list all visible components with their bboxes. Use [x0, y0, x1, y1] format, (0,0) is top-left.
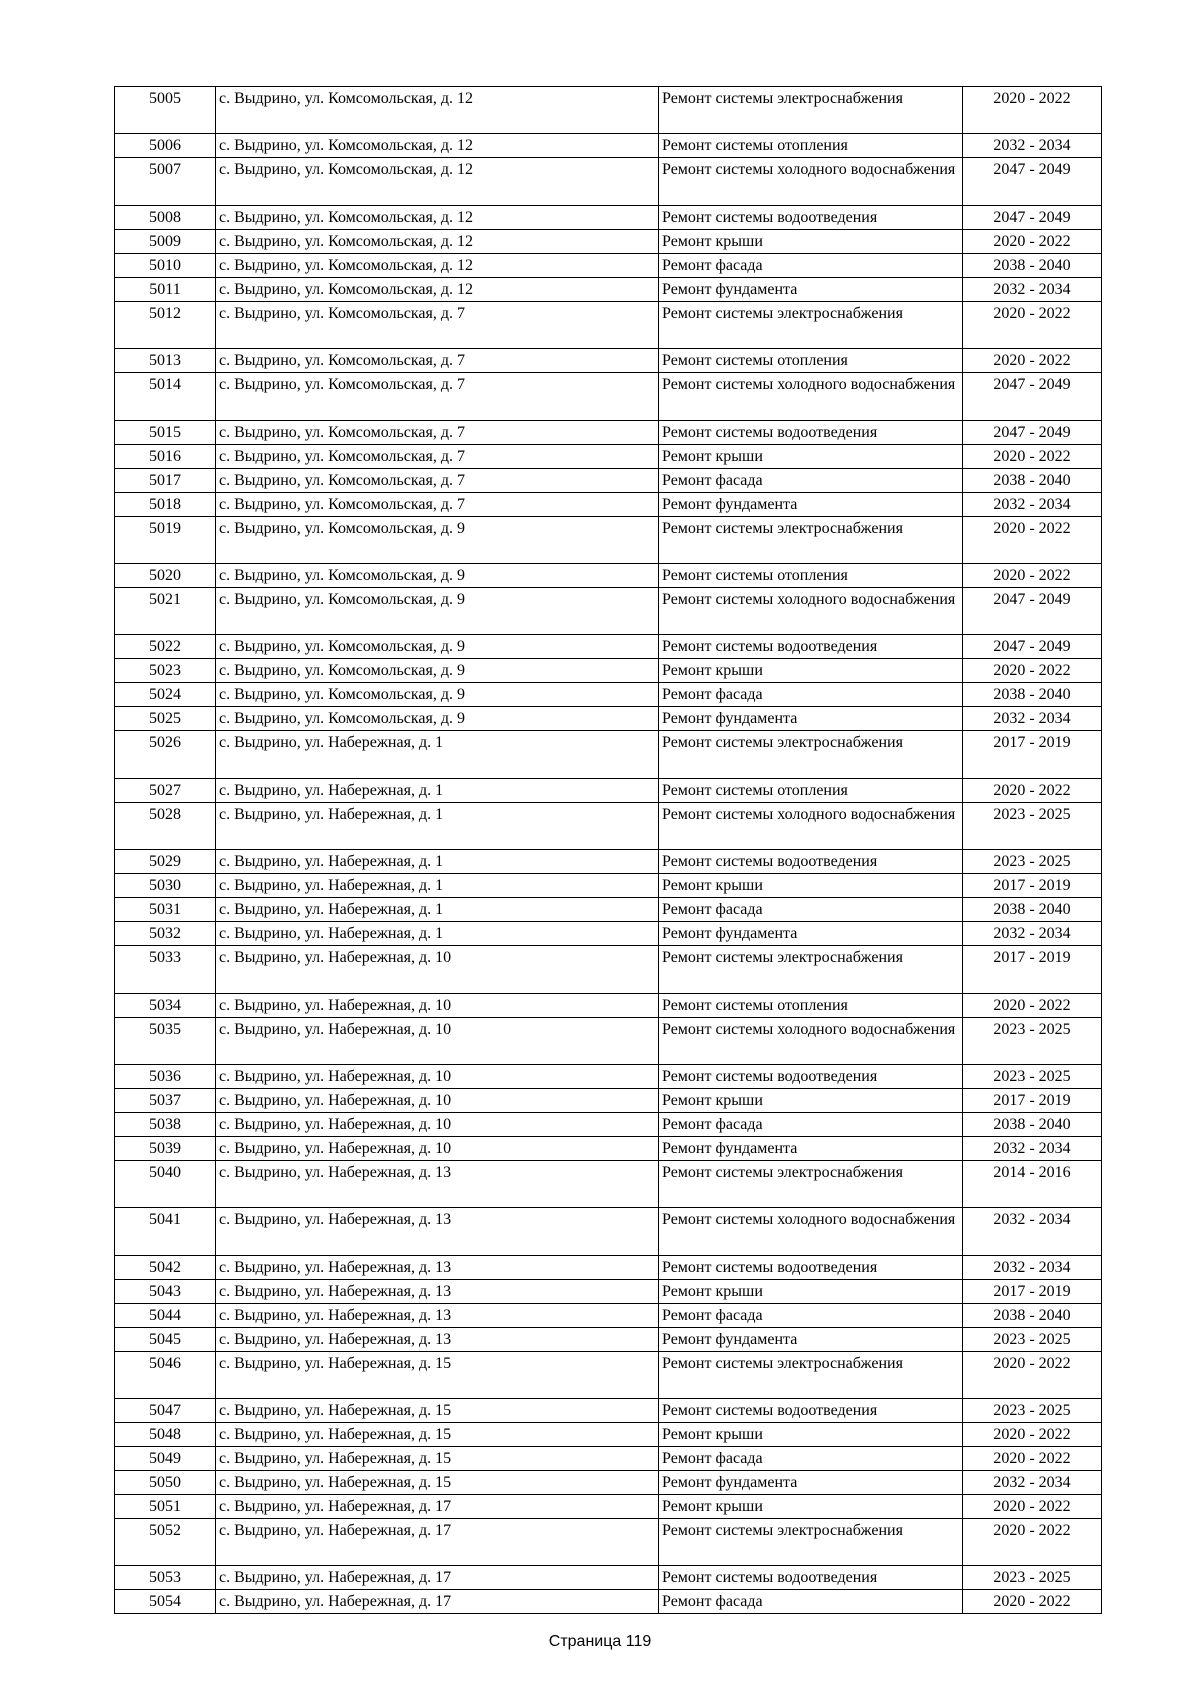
work-type-cell: Ремонт системы электроснабжения [659, 731, 963, 778]
work-type-cell: Ремонт системы отопления [659, 134, 963, 158]
row-number-cell: 5031 [115, 898, 216, 922]
address-cell: с. Выдрино, ул. Комсомольская, д. 12 [216, 205, 659, 229]
work-type-cell: Ремонт системы водоотведения [659, 635, 963, 659]
table-row [115, 1566, 1102, 1590]
row-number-cell: 5028 [115, 802, 216, 849]
period-cell: 2038 - 2040 [963, 1112, 1102, 1136]
work-type-cell: Ремонт системы отопления [659, 778, 963, 802]
row-number-cell: 5024 [115, 683, 216, 707]
table-row [115, 205, 1102, 229]
work-type-cell: Ремонт системы водоотведения [659, 1064, 963, 1088]
table-row [115, 946, 1102, 993]
row-number-cell: 5027 [115, 778, 216, 802]
table-row [115, 420, 1102, 444]
row-number-cell: 5012 [115, 301, 216, 348]
address-cell: с. Выдрино, ул. Комсомольская, д. 7 [216, 420, 659, 444]
table-row [115, 1064, 1102, 1088]
table-row [115, 1471, 1102, 1495]
work-type-cell: Ремонт системы отопления [659, 349, 963, 373]
period-cell: 2023 - 2025 [963, 1017, 1102, 1064]
row-number-cell: 5054 [115, 1590, 216, 1614]
address-cell: с. Выдрино, ул. Набережная, д. 17 [216, 1495, 659, 1519]
row-number-cell: 5052 [115, 1519, 216, 1566]
address-cell: с. Выдрино, ул. Набережная, д. 13 [216, 1303, 659, 1327]
table-row [115, 1136, 1102, 1160]
period-cell: 2020 - 2022 [963, 1590, 1102, 1614]
work-type-cell: Ремонт крыши [659, 659, 963, 683]
table-row [115, 1088, 1102, 1112]
period-cell: 2023 - 2025 [963, 802, 1102, 849]
work-type-cell: Ремонт фасада [659, 1590, 963, 1614]
work-type-cell: Ремонт фасада [659, 468, 963, 492]
table-body [115, 87, 1102, 1614]
address-cell: с. Выдрино, ул. Комсомольская, д. 9 [216, 659, 659, 683]
address-cell: с. Выдрино, ул. Набережная, д. 17 [216, 1590, 659, 1614]
period-cell: 2038 - 2040 [963, 253, 1102, 277]
address-cell: с. Выдрино, ул. Набережная, д. 10 [216, 946, 659, 993]
period-cell: 2020 - 2022 [963, 1519, 1102, 1566]
table-row [115, 444, 1102, 468]
address-cell: с. Выдрино, ул. Набережная, д. 17 [216, 1566, 659, 1590]
table-row [115, 349, 1102, 373]
table-row [115, 1447, 1102, 1471]
table-row [115, 1495, 1102, 1519]
work-type-cell: Ремонт системы водоотведения [659, 850, 963, 874]
table-row [115, 1519, 1102, 1566]
work-type-cell: Ремонт фасада [659, 1447, 963, 1471]
work-type-cell: Ремонт системы водоотведения [659, 1566, 963, 1590]
work-type-cell: Ремонт фасада [659, 1303, 963, 1327]
row-number-cell: 5022 [115, 635, 216, 659]
table-row [115, 1255, 1102, 1279]
table-row [115, 373, 1102, 420]
table-row [115, 301, 1102, 348]
address-cell: с. Выдрино, ул. Набережная, д. 15 [216, 1447, 659, 1471]
work-type-cell: Ремонт крыши [659, 1279, 963, 1303]
period-cell: 2023 - 2025 [963, 850, 1102, 874]
table-row [115, 1303, 1102, 1327]
work-type-cell: Ремонт системы электроснабжения [659, 946, 963, 993]
row-number-cell: 5007 [115, 158, 216, 205]
row-number-cell: 5009 [115, 229, 216, 253]
table-row [115, 778, 1102, 802]
address-cell: с. Выдрино, ул. Набережная, д. 15 [216, 1351, 659, 1398]
period-cell: 2020 - 2022 [963, 444, 1102, 468]
table-row [115, 277, 1102, 301]
repair-schedule-table [114, 86, 1102, 1614]
work-type-cell: Ремонт системы водоотведения [659, 1255, 963, 1279]
address-cell: с. Выдрино, ул. Набережная, д. 10 [216, 1017, 659, 1064]
table-row [115, 1208, 1102, 1255]
row-number-cell: 5023 [115, 659, 216, 683]
row-number-cell: 5049 [115, 1447, 216, 1471]
work-type-cell: Ремонт системы электроснабжения [659, 1351, 963, 1398]
table-row [115, 1351, 1102, 1398]
table-row [115, 1160, 1102, 1207]
row-number-cell: 5016 [115, 444, 216, 468]
period-cell: 2014 - 2016 [963, 1160, 1102, 1207]
work-type-cell: Ремонт системы электроснабжения [659, 1519, 963, 1566]
table-row [115, 993, 1102, 1017]
address-cell: с. Выдрино, ул. Набережная, д. 10 [216, 993, 659, 1017]
table-row [115, 516, 1102, 563]
work-type-cell: Ремонт системы отопления [659, 993, 963, 1017]
period-cell: 2032 - 2034 [963, 277, 1102, 301]
address-cell: с. Выдрино, ул. Комсомольская, д. 12 [216, 158, 659, 205]
table-row [115, 1017, 1102, 1064]
address-cell: с. Выдрино, ул. Комсомольская, д. 7 [216, 349, 659, 373]
row-number-cell: 5011 [115, 277, 216, 301]
period-cell: 2020 - 2022 [963, 1423, 1102, 1447]
period-cell: 2020 - 2022 [963, 659, 1102, 683]
row-number-cell: 5048 [115, 1423, 216, 1447]
period-cell: 2047 - 2049 [963, 373, 1102, 420]
row-number-cell: 5047 [115, 1399, 216, 1423]
work-type-cell: Ремонт системы водоотведения [659, 1399, 963, 1423]
table-row [115, 731, 1102, 778]
period-cell: 2038 - 2040 [963, 468, 1102, 492]
table-row [115, 158, 1102, 205]
address-cell: с. Выдрино, ул. Набережная, д. 15 [216, 1399, 659, 1423]
table-row [115, 1399, 1102, 1423]
address-cell: с. Выдрино, ул. Набережная, д. 1 [216, 731, 659, 778]
table-row [115, 229, 1102, 253]
period-cell: 2047 - 2049 [963, 635, 1102, 659]
work-type-cell: Ремонт системы холодного водоснабжения [659, 587, 963, 634]
period-cell: 2020 - 2022 [963, 778, 1102, 802]
work-type-cell: Ремонт системы холодного водоснабжения [659, 373, 963, 420]
address-cell: с. Выдрино, ул. Набережная, д. 13 [216, 1327, 659, 1351]
row-number-cell: 5053 [115, 1566, 216, 1590]
row-number-cell: 5006 [115, 134, 216, 158]
address-cell: с. Выдрино, ул. Комсомольская, д. 12 [216, 253, 659, 277]
table-row [115, 1327, 1102, 1351]
work-type-cell: Ремонт крыши [659, 1423, 963, 1447]
period-cell: 2020 - 2022 [963, 1351, 1102, 1398]
row-number-cell: 5010 [115, 253, 216, 277]
period-cell: 2020 - 2022 [963, 1447, 1102, 1471]
page-number: Страница 119 [548, 1633, 652, 1650]
row-number-cell: 5018 [115, 492, 216, 516]
row-number-cell: 5043 [115, 1279, 216, 1303]
address-cell: с. Выдрино, ул. Набережная, д. 17 [216, 1519, 659, 1566]
row-number-cell: 5032 [115, 922, 216, 946]
work-type-cell: Ремонт фундамента [659, 492, 963, 516]
address-cell: с. Выдрино, ул. Набережная, д. 1 [216, 922, 659, 946]
work-type-cell: Ремонт системы отопления [659, 563, 963, 587]
period-cell: 2032 - 2034 [963, 1136, 1102, 1160]
address-cell: с. Выдрино, ул. Набережная, д. 10 [216, 1088, 659, 1112]
address-cell: с. Выдрино, ул. Комсомольская, д. 12 [216, 134, 659, 158]
period-cell: 2023 - 2025 [963, 1566, 1102, 1590]
work-type-cell: Ремонт системы холодного водоснабжения [659, 1208, 963, 1255]
period-cell: 2032 - 2034 [963, 1208, 1102, 1255]
period-cell: 2038 - 2040 [963, 683, 1102, 707]
row-number-cell: 5035 [115, 1017, 216, 1064]
address-cell: с. Выдрино, ул. Набережная, д. 13 [216, 1279, 659, 1303]
work-type-cell: Ремонт фундамента [659, 1136, 963, 1160]
table-row [115, 659, 1102, 683]
work-type-cell: Ремонт фундамента [659, 1327, 963, 1351]
address-cell: с. Выдрино, ул. Комсомольская, д. 7 [216, 301, 659, 348]
period-cell: 2020 - 2022 [963, 993, 1102, 1017]
address-cell: с. Выдрино, ул. Комсомольская, д. 7 [216, 444, 659, 468]
address-cell: с. Выдрино, ул. Комсомольская, д. 9 [216, 683, 659, 707]
table-row [115, 87, 1102, 134]
row-number-cell: 5019 [115, 516, 216, 563]
row-number-cell: 5037 [115, 1088, 216, 1112]
address-cell: с. Выдрино, ул. Набережная, д. 13 [216, 1255, 659, 1279]
work-type-cell: Ремонт системы электроснабжения [659, 516, 963, 563]
row-number-cell: 5020 [115, 563, 216, 587]
address-cell: с. Выдрино, ул. Комсомольская, д. 12 [216, 229, 659, 253]
row-number-cell: 5030 [115, 874, 216, 898]
address-cell: с. Выдрино, ул. Комсомольская, д. 12 [216, 87, 659, 134]
table-row [115, 587, 1102, 634]
row-number-cell: 5046 [115, 1351, 216, 1398]
row-number-cell: 5042 [115, 1255, 216, 1279]
work-type-cell: Ремонт системы водоотведения [659, 420, 963, 444]
period-cell: 2047 - 2049 [963, 205, 1102, 229]
table-row [115, 253, 1102, 277]
row-number-cell: 5014 [115, 373, 216, 420]
period-cell: 2017 - 2019 [963, 1088, 1102, 1112]
work-type-cell: Ремонт фасада [659, 898, 963, 922]
table-row [115, 635, 1102, 659]
work-type-cell: Ремонт системы электроснабжения [659, 301, 963, 348]
period-cell: 2020 - 2022 [963, 229, 1102, 253]
row-number-cell: 5013 [115, 349, 216, 373]
row-number-cell: 5015 [115, 420, 216, 444]
row-number-cell: 5033 [115, 946, 216, 993]
table-row [115, 898, 1102, 922]
address-cell: с. Выдрино, ул. Набережная, д. 15 [216, 1423, 659, 1447]
work-type-cell: Ремонт фасада [659, 1112, 963, 1136]
period-cell: 2017 - 2019 [963, 731, 1102, 778]
table-row [115, 1279, 1102, 1303]
row-number-cell: 5021 [115, 587, 216, 634]
period-cell: 2020 - 2022 [963, 563, 1102, 587]
address-cell: с. Выдрино, ул. Комсомольская, д. 9 [216, 707, 659, 731]
row-number-cell: 5036 [115, 1064, 216, 1088]
work-type-cell: Ремонт фундамента [659, 922, 963, 946]
table-row [115, 874, 1102, 898]
row-number-cell: 5017 [115, 468, 216, 492]
work-type-cell: Ремонт системы холодного водоснабжения [659, 158, 963, 205]
address-cell: с. Выдрино, ул. Комсомольская, д. 9 [216, 587, 659, 634]
address-cell: с. Выдрино, ул. Комсомольская, д. 7 [216, 373, 659, 420]
table-row [115, 850, 1102, 874]
work-type-cell: Ремонт системы электроснабжения [659, 87, 963, 134]
address-cell: с. Выдрино, ул. Набережная, д. 10 [216, 1136, 659, 1160]
address-cell: с. Выдрино, ул. Набережная, д. 1 [216, 874, 659, 898]
work-type-cell: Ремонт фасада [659, 253, 963, 277]
row-number-cell: 5044 [115, 1303, 216, 1327]
table-row [115, 563, 1102, 587]
address-cell: с. Выдрино, ул. Комсомольская, д. 9 [216, 516, 659, 563]
row-number-cell: 5041 [115, 1208, 216, 1255]
address-cell: с. Выдрино, ул. Набережная, д. 10 [216, 1112, 659, 1136]
period-cell: 2020 - 2022 [963, 87, 1102, 134]
table-row [115, 802, 1102, 849]
work-type-cell: Ремонт фундамента [659, 707, 963, 731]
table-row [115, 134, 1102, 158]
work-type-cell: Ремонт системы холодного водоснабжения [659, 802, 963, 849]
period-cell: 2047 - 2049 [963, 158, 1102, 205]
row-number-cell: 5039 [115, 1136, 216, 1160]
period-cell: 2032 - 2034 [963, 1471, 1102, 1495]
period-cell: 2038 - 2040 [963, 1303, 1102, 1327]
work-type-cell: Ремонт крыши [659, 1088, 963, 1112]
period-cell: 2020 - 2022 [963, 1495, 1102, 1519]
address-cell: с. Выдрино, ул. Комсомольская, д. 7 [216, 492, 659, 516]
address-cell: с. Выдрино, ул. Набережная, д. 1 [216, 898, 659, 922]
row-number-cell: 5025 [115, 707, 216, 731]
address-cell: с. Выдрино, ул. Комсомольская, д. 9 [216, 635, 659, 659]
table-row [115, 1112, 1102, 1136]
address-cell: с. Выдрино, ул. Комсомольская, д. 9 [216, 563, 659, 587]
table-row [115, 468, 1102, 492]
table-row [115, 1590, 1102, 1614]
work-type-cell: Ремонт фасада [659, 683, 963, 707]
period-cell: 2017 - 2019 [963, 874, 1102, 898]
period-cell: 2020 - 2022 [963, 516, 1102, 563]
table-row [115, 922, 1102, 946]
period-cell: 2032 - 2034 [963, 922, 1102, 946]
period-cell: 2038 - 2040 [963, 898, 1102, 922]
work-type-cell: Ремонт системы электроснабжения [659, 1160, 963, 1207]
table-row [115, 707, 1102, 731]
period-cell: 2023 - 2025 [963, 1327, 1102, 1351]
work-type-cell: Ремонт крыши [659, 874, 963, 898]
address-cell: с. Выдрино, ул. Набережная, д. 13 [216, 1160, 659, 1207]
row-number-cell: 5040 [115, 1160, 216, 1207]
address-cell: с. Выдрино, ул. Набережная, д. 1 [216, 778, 659, 802]
work-type-cell: Ремонт системы водоотведения [659, 205, 963, 229]
row-number-cell: 5050 [115, 1471, 216, 1495]
work-type-cell: Ремонт крыши [659, 1495, 963, 1519]
period-cell: 2032 - 2034 [963, 1255, 1102, 1279]
period-cell: 2047 - 2049 [963, 420, 1102, 444]
address-cell: с. Выдрино, ул. Набережная, д. 15 [216, 1471, 659, 1495]
period-cell: 2020 - 2022 [963, 301, 1102, 348]
table-row [115, 683, 1102, 707]
table-row [115, 492, 1102, 516]
address-cell: с. Выдрино, ул. Набережная, д. 13 [216, 1208, 659, 1255]
period-cell: 2020 - 2022 [963, 349, 1102, 373]
period-cell: 2032 - 2034 [963, 134, 1102, 158]
row-number-cell: 5008 [115, 205, 216, 229]
address-cell: с. Выдрино, ул. Набережная, д. 1 [216, 802, 659, 849]
row-number-cell: 5038 [115, 1112, 216, 1136]
row-number-cell: 5029 [115, 850, 216, 874]
work-type-cell: Ремонт системы холодного водоснабжения [659, 1017, 963, 1064]
row-number-cell: 5005 [115, 87, 216, 134]
work-type-cell: Ремонт крыши [659, 229, 963, 253]
work-type-cell: Ремонт крыши [659, 444, 963, 468]
work-type-cell: Ремонт фундамента [659, 1471, 963, 1495]
row-number-cell: 5045 [115, 1327, 216, 1351]
row-number-cell: 5051 [115, 1495, 216, 1519]
row-number-cell: 5034 [115, 993, 216, 1017]
period-cell: 2023 - 2025 [963, 1064, 1102, 1088]
address-cell: с. Выдрино, ул. Комсомольская, д. 12 [216, 277, 659, 301]
table-row [115, 1423, 1102, 1447]
period-cell: 2017 - 2019 [963, 1279, 1102, 1303]
address-cell: с. Выдрино, ул. Набережная, д. 10 [216, 1064, 659, 1088]
row-number-cell: 5026 [115, 731, 216, 778]
address-cell: с. Выдрино, ул. Набережная, д. 1 [216, 850, 659, 874]
period-cell: 2047 - 2049 [963, 587, 1102, 634]
address-cell: с. Выдрино, ул. Комсомольская, д. 7 [216, 468, 659, 492]
work-type-cell: Ремонт фундамента [659, 277, 963, 301]
period-cell: 2023 - 2025 [963, 1399, 1102, 1423]
period-cell: 2032 - 2034 [963, 492, 1102, 516]
period-cell: 2017 - 2019 [963, 946, 1102, 993]
period-cell: 2032 - 2034 [963, 707, 1102, 731]
